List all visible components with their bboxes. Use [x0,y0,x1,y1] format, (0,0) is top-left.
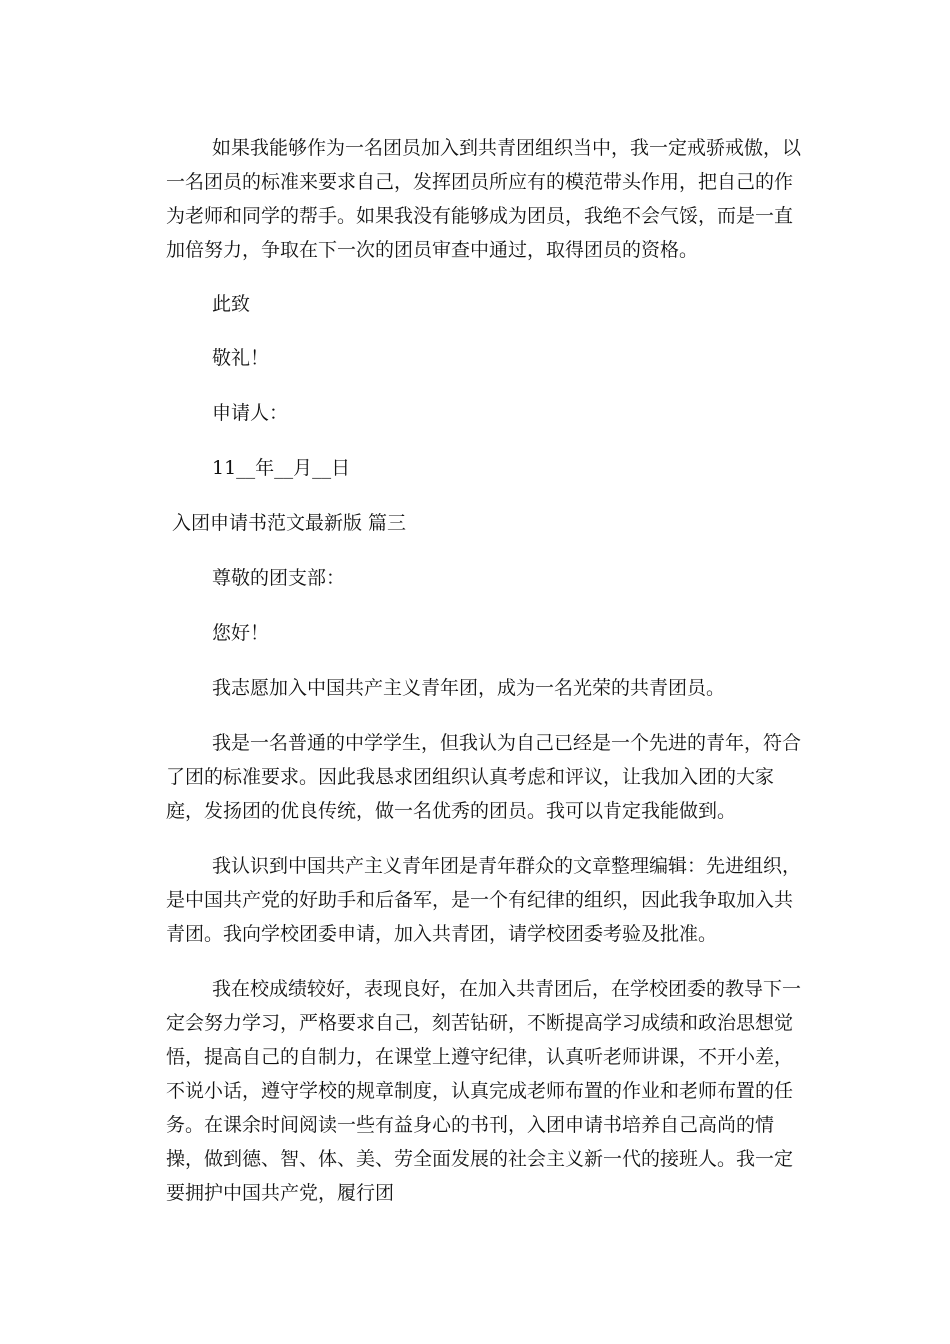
date-line: 11__年__月__日 [212,457,351,479]
greeting: 您好！ [212,622,270,644]
paragraph-commitment: 如果我能够作为一名团员加入到共青团组织当中，我一定戒骄戒傲，以一名团员的标准来要求自己，发挥团员所应有的模范带头作用，把自己的作为老师和同学的帮手。如果我没有能够成为团员，我绝不会气馁，而是一直加倍努力，争取在下一次的团员审查中通过，取得团员的资格。 [166,137,802,261]
paragraph-understanding: 我认识到中国共产主义青年团是青年群众的文章整理编辑：先进组织，是中国共产党的好助手和后备军，是一个有纪律的组织，因此我争取加入共青团。我向学校团委申请，加入共青团，请学校团委考验及批准。 [166,855,802,945]
paragraph-aspiration: 我志愿加入中国共产主义青年团，成为一名光荣的共青团员。 [212,677,726,699]
closing-jingli: 敬礼！ [212,347,270,369]
closing-cizhi: 此致 [212,293,251,315]
applicant-label: 申请人： [212,402,289,424]
paragraph-pledge: 我在校成绩较好，表现良好，在加入共青团后，在学校团委的教导下一定会努力学习，严格要求自己，刻苦钻研，不断提高学习成绩和政治思想觉悟，提高自己的自制力，在课堂上遵守纪律，认真听老师讲课，不开小差，不说小话，遵守学校的规章制度，认真完成老师布置的作业和老师布置的任务。在课余时间阅读一些有益身心的书刊，入团申请书培养自己高尚的情操，做到德、智、体、美、劳全面发展的社会主义新一代的接班人。我一定要拥护中国共产党，履行团 [166,978,802,1204]
section-heading: 入团申请书范文最新版 篇三 [172,512,407,534]
paragraph-self-assessment: 我是一名普通的中学学生，但我认为自己已经是一个先进的青年，符合了团的标准要求。因此我恳求团组织认真考虑和评议，让我加入团的大家庭，发扬团的优良传统，做一名优秀的团员。我可以肯定我能做到。 [166,732,802,822]
salutation: 尊敬的团支部： [212,567,346,589]
